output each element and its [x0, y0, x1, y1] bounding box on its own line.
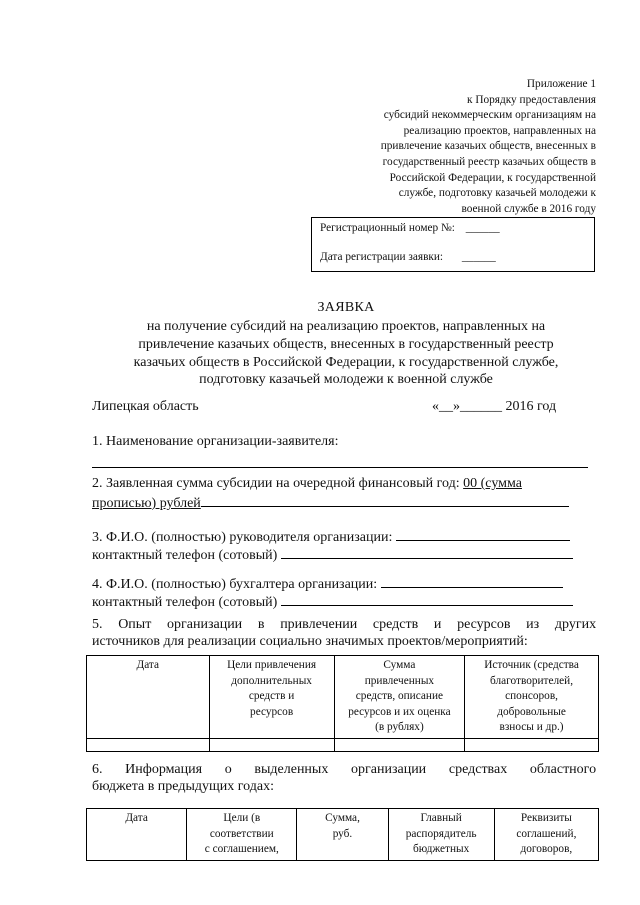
appendix-header [330, 77, 596, 217]
table-header-row [87, 809, 599, 861]
document-subtitle [40, 318, 640, 389]
header-text: Дата [136, 659, 160, 671]
subsidy-amount-value[interactable]: 00 (сумма [463, 476, 522, 491]
word: средств [372, 617, 419, 632]
word: средствах [448, 762, 508, 777]
word: Опыт [118, 617, 152, 632]
registration-number-row [320, 222, 500, 234]
header-manager [388, 809, 494, 861]
table-cell[interactable] [209, 738, 334, 751]
word: привлечении [280, 617, 358, 632]
experience-table [86, 655, 599, 752]
director-name-field[interactable] [396, 528, 570, 541]
registration-date-row [320, 251, 496, 263]
header-text: ресурсов и их оценка [348, 705, 451, 718]
header-text: соглашений, [516, 827, 577, 840]
budget-table [86, 808, 599, 861]
word: организации [167, 617, 243, 632]
appendix-line: реализацию проектов, направленных на [403, 124, 596, 137]
appendix-line: субсидий некоммерческим организациям на [383, 109, 596, 122]
header-goals [187, 809, 297, 861]
header-text: средств, описание [355, 690, 444, 702]
subtitle-line: подготовку казачьей молодежи к военной службе [199, 372, 493, 388]
section-2-label: 2. Заявленная сумма субсидии на очередной финансовый год: [92, 476, 464, 491]
registration-box [311, 217, 595, 272]
section-5-line1 [92, 617, 596, 633]
section-4-line2 [92, 593, 573, 611]
appendix-line: привлечение казачьих обществ, внесенных в [380, 140, 596, 153]
header-text: Сумма, [325, 812, 360, 824]
header-text: Цели (в [223, 812, 261, 824]
organization-name-field[interactable] [92, 467, 588, 468]
appendix-line: Российской Федерации, к государственной [389, 171, 596, 184]
header-text: Цели привлечения [227, 659, 317, 671]
director-phone-label: контактный телефон (сотовый) [92, 548, 281, 563]
registration-date-label: Дата регистрации заявки: [320, 251, 444, 263]
header-text: договоров, [520, 843, 573, 855]
word: 5. [92, 617, 103, 632]
word: выделенных [254, 762, 329, 777]
appendix-line: Приложение 1 [526, 78, 596, 90]
header-text: привлеченных [364, 674, 435, 687]
appendix-line: к Порядку предоставления [467, 93, 596, 106]
application-date[interactable]: «__»______ 2016 год [432, 399, 557, 414]
header-text: соответствии [209, 827, 274, 840]
subtitle-line: привлечение казачьих обществ, внесенных в государственный реестр [138, 336, 554, 352]
registration-number-field[interactable]: ______ [465, 222, 500, 234]
header-date [87, 656, 210, 739]
section-3-line1 [92, 528, 570, 546]
table-cell[interactable] [87, 738, 210, 751]
header-text: Реквизиты [520, 812, 572, 824]
subtitle-line: на получение субсидий на реализацию проектов, направленных на [146, 319, 546, 334]
table-cell[interactable] [465, 738, 599, 751]
header-text: Дата [125, 812, 148, 824]
header-goals [209, 656, 334, 739]
header-requisites [494, 809, 598, 861]
accountant-name-field[interactable] [381, 575, 563, 588]
word: из [526, 617, 540, 632]
accountant-phone-field[interactable] [281, 593, 573, 606]
appendix-line: службе, подготовку казачьей молодежи к [398, 187, 596, 200]
word: в [257, 617, 265, 632]
word: ресурсов [457, 617, 511, 632]
header-text: бюджетных [413, 843, 470, 855]
header-date [87, 809, 187, 861]
header-text: средств и [248, 690, 295, 702]
director-phone-field[interactable] [281, 546, 573, 559]
section-6-line1 [92, 762, 596, 778]
header-text: с соглашением, [204, 843, 279, 855]
section-5-line2: источников для реализации социально значимых проектов/мероприятий: [92, 634, 528, 649]
accountant-phone-label: контактный телефон (сотовый) [92, 595, 281, 610]
table-cell[interactable] [334, 738, 464, 751]
header-text: благотворителей, [490, 674, 574, 687]
appendix-line: государственный реестр казачьих обществ в [382, 155, 596, 168]
header-text: ресурсов [250, 705, 294, 718]
registration-number-label: Регистрационный номер №: [320, 222, 455, 234]
header-text: дополнительных [231, 674, 312, 687]
table-header-row [87, 656, 599, 739]
word: о [224, 762, 232, 777]
word: Информация [125, 762, 203, 777]
header-text: распорядитель [405, 827, 477, 840]
word: 6. [92, 762, 103, 777]
table-row [87, 738, 599, 751]
header-text: Главный [420, 812, 462, 824]
section-3-label: 3. Ф.И.О. (полностью) руководителя организации: [92, 530, 396, 545]
header-text: Сумма [383, 659, 416, 671]
subsidy-amount-words[interactable]: прописью) рублей [92, 496, 201, 511]
section-4-label: 4. Ф.И.О. (полностью) бухгалтера организации: [92, 577, 381, 592]
section-2-line1 [92, 476, 522, 492]
section-6-line2: бюджета в предыдущих годах: [92, 779, 274, 794]
document-title: ЗАЯВКА [317, 300, 375, 315]
header-source [465, 656, 599, 739]
appendix-line: военной службе в 2016 году [461, 202, 596, 215]
word: организации [351, 762, 427, 777]
header-text: руб. [332, 827, 353, 840]
header-text: добровольные [497, 705, 566, 718]
header-text: (в рублях) [375, 721, 424, 733]
header-text: Источник (средства [484, 659, 579, 671]
word: других [554, 617, 597, 632]
section-2-line2 [92, 494, 569, 512]
word: и [433, 617, 442, 632]
region-label: Липецкая область [92, 399, 199, 414]
header-amount [297, 809, 388, 861]
section-1-label: 1. Наименование организации-заявителя: [92, 434, 339, 449]
header-text: спонсоров, [505, 690, 558, 702]
subtitle-line: казачьих обществ в Российской Федерации, к государственной службе, [133, 354, 559, 370]
section-3-line2 [92, 546, 573, 564]
subsidy-amount-fill[interactable] [201, 494, 569, 507]
section-4-line1 [92, 575, 563, 593]
registration-date-field[interactable]: ______ [461, 251, 496, 263]
header-text: взносы и др.) [499, 721, 564, 733]
word: областного [529, 762, 597, 777]
header-amount [334, 656, 464, 739]
